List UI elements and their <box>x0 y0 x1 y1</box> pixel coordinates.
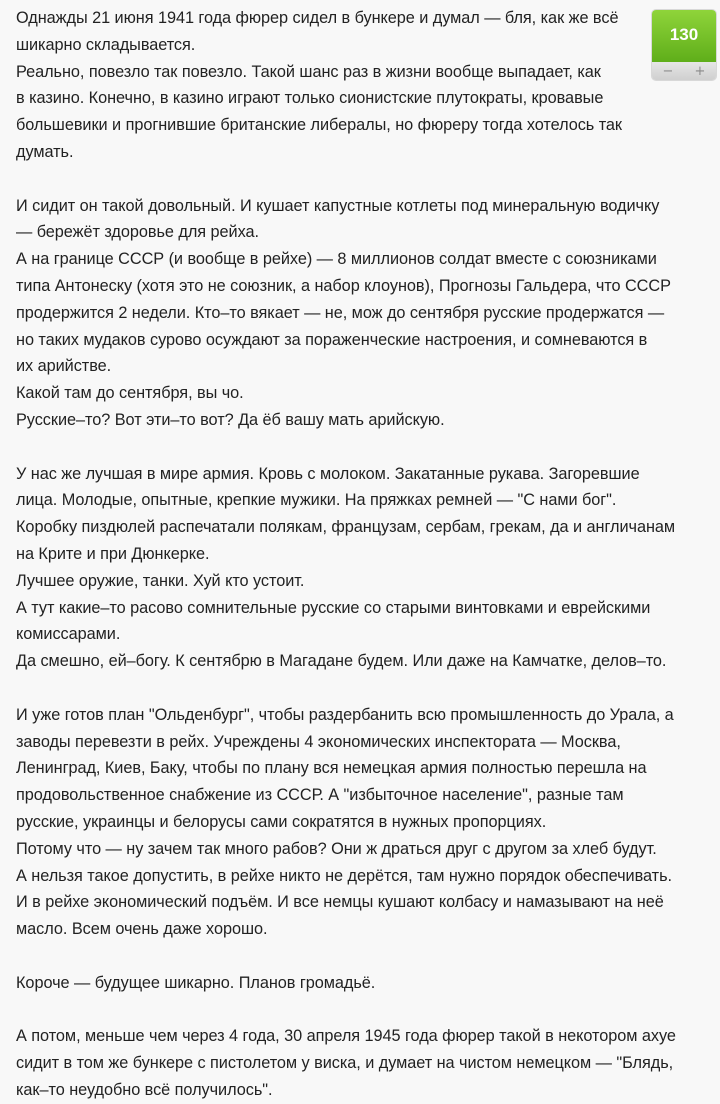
post-line: продержится 2 недели. Кто–то вякает — не, мож до сентября русские продержатся — <box>16 303 665 322</box>
paragraph-gap <box>16 166 716 193</box>
post-line: А нельзя такое допустить, в рейхе никто не дерётся, там нужно порядок обеспечивать. <box>16 866 672 885</box>
post-line: сидит в том же бункере с пистолетом у виска, и думает на чистом немецком — "Блядь, <box>16 1054 674 1073</box>
paragraph-gap <box>16 434 716 461</box>
post-line: русские, украинцы и белорусы сами сократятся в нужных пропорциях. <box>16 812 547 831</box>
post-line: Какой там до сентября, вы чо. <box>16 384 244 403</box>
post-line: У нас же лучшая в мире армия. Кровь с молоком. Закатанные рукава. Загоревшие <box>16 464 640 483</box>
post-line: масло. Всем очень даже хорошо. <box>16 920 268 939</box>
post-line: Коробку пиздюлей распечатали полякам, французам, сербам, грекам, да и англичанам <box>16 518 676 537</box>
post-line: думать. <box>16 142 74 161</box>
post-line: Русские–то? Вот эти–то вот? Да ёб вашу мать арийскую. <box>16 410 445 429</box>
vote-up-button[interactable]: + <box>694 63 706 79</box>
post-line: большевики и прогнившие британские либералы, но фюреру тогда хотелось так <box>16 116 623 135</box>
post-line: их арийстве. <box>16 357 112 376</box>
post-line: Потому что — ну зачем так много рабов? Они ж драться друг с другом за хлеб будут. <box>16 839 657 858</box>
post-text <box>16 5 716 1104</box>
paragraph-gap <box>16 996 716 1023</box>
post-line: как–то неудобно всё получилось". <box>16 1080 273 1099</box>
post-line: Реально, повезло так повезло. Такой шанс раз в жизни вообще выпадает, как <box>16 62 601 81</box>
post-line: на Крите и при Дюнкерке. <box>16 544 210 563</box>
post-line: — бережёт здоровье для рейха. <box>16 223 259 242</box>
post-line: Да смешно, ей–богу. К сентябрю в Магадане будем. Или даже на Камчатке, делов–то. <box>16 652 667 671</box>
post-line: Ленинград, Киев, Баку, чтобы по плану вся немецкая армия полностью перешла на <box>16 759 647 778</box>
post-line: заводы перевезти в рейх. Учреждены 4 экономических инспектората — Москва, <box>16 732 621 751</box>
post-line: Короче — будущее шикарно. Планов громадьё. <box>16 973 376 992</box>
rating-controls <box>652 62 716 80</box>
post-line: И сидит он такой довольный. И кушает капустные котлеты под минеральную водичку <box>16 196 660 215</box>
post-line: но таких мудаков сурово осуждают за пораженческие настроения, и сомневаются в <box>16 330 648 349</box>
vote-down-button[interactable]: − <box>662 63 674 79</box>
post-line: Однажды 21 июня 1941 года фюрер сидел в бункере и думал — бля, как же всё <box>16 9 619 27</box>
post-line: И уже готов план "Ольденбург", чтобы раздербанить всю промышленность до Урала, а <box>16 705 674 724</box>
rating-widget <box>652 10 716 80</box>
post-line: продовольственное снабжение из СССР. А "избыточное население", разные там <box>16 786 624 805</box>
post-line: типа Антонеску (хотя это не союзник, а набор клоунов), Прогнозы Гальдера, что СССР <box>16 276 671 295</box>
paragraph-gap <box>16 943 716 970</box>
post-line: шикарно складывается. <box>16 35 196 54</box>
post-line: А потом, меньше чем через 4 года, 30 апреля 1945 года фюрер такой в некотором ахуе <box>16 1027 676 1046</box>
post-line: в казино. Конечно, в казино играют только сионистские плутократы, кровавые <box>16 89 604 108</box>
post-line: комиссарами. <box>16 625 121 644</box>
paragraph-gap <box>16 675 716 702</box>
post-line: А на границе СССР (и вообще в рейхе) — 8 миллионов солдат вместе с союзниками <box>16 250 657 269</box>
post-line: лица. Молодые, опытные, крепкие мужики. На пряжках ремней — "С нами бог". <box>16 491 617 510</box>
post-line: Лучшее оружие, танки. Хуй кто устоит. <box>16 571 305 590</box>
post-line: И в рейхе экономический подъём. И все немцы кушают колбасу и намазывают на неё <box>16 893 664 912</box>
post-line: А тут какие–то расово сомнительные русские со старыми винтовками и еврейскими <box>16 598 651 617</box>
rating-score: 130 <box>652 10 716 62</box>
